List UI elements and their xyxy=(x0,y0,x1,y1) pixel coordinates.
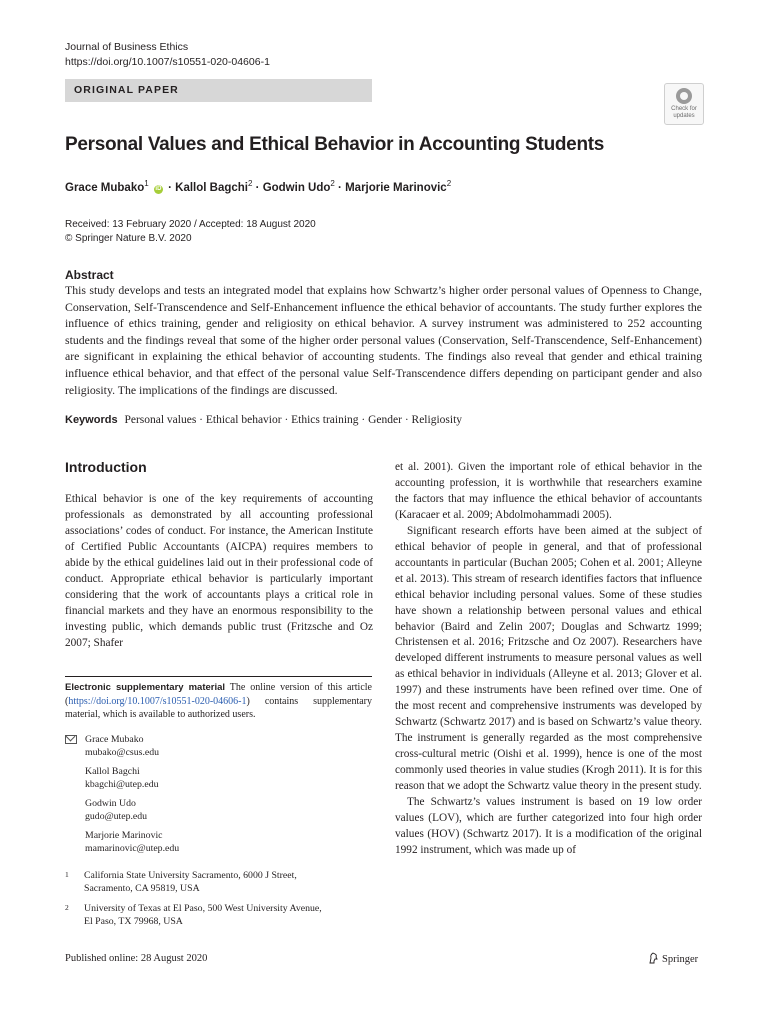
springer-horse-icon xyxy=(648,952,659,964)
author-contacts xyxy=(85,733,179,861)
supplementary-material-note xyxy=(65,681,372,722)
contact-name: Grace Mubako xyxy=(85,734,144,745)
contact-entry xyxy=(85,765,179,791)
keywords-label: Keywords xyxy=(65,414,118,426)
contact-email[interactable]: kbagchi@utep.edu xyxy=(85,779,159,790)
keywords-text: Personal values · Ethical behavior · Ethics training · Gender · Religiosity xyxy=(124,414,463,426)
author-affil: 2 xyxy=(248,179,253,188)
author-name[interactable]: Kallol Bagchi xyxy=(175,181,248,194)
esm-doi-link[interactable]: https://doi.org/10.1007/s10551-020-04606-1 xyxy=(68,695,247,707)
publisher-logo xyxy=(648,952,698,965)
contact-entry xyxy=(85,733,179,759)
envelope-icon xyxy=(65,735,77,744)
journal-name: Journal of Business Ethics xyxy=(65,41,189,53)
esm-text-before: The online version of this article ( xyxy=(65,682,372,707)
author-affil: 2 xyxy=(330,179,335,188)
contact-entry xyxy=(85,797,179,823)
esm-label: Electronic supplementary material xyxy=(65,682,226,693)
introduction-heading: Introduction xyxy=(65,459,147,475)
affiliation-line: Sacramento, CA 95819, USA xyxy=(84,883,200,894)
affiliation-line: University of Texas at El Paso, 500 West University Avenue, xyxy=(84,903,322,914)
check-updates-icon xyxy=(676,88,692,104)
copyright: © Springer Nature B.V. 2020 xyxy=(65,233,192,244)
abstract-text: This study develops and tests an integrated model that explains how Schwartz’s higher order personal values of Openness to Change, Conservation, Self-Transcendence and Self-Enhancement influence the ethical behavior of accountants. The study further explores the influence of ethics training, gender and religiosity on ethical behavior. A survey instrument was administered to 252 accounting students and the findings reveal that some of the higher order personal values (Conservation, Self-Transcendence, Self-Enhancement) are significant in explaining the ethical behavior of accounting students. The findings also reveal that gender and ethical training influence ethical behavior, and that effect of the personal value Self-Transcendence differs depending on participant gender and also religiosity. The implications of the findings are discussed. xyxy=(65,283,702,397)
esm-text-after: ) contains supplementary material, which is available to authorized users. xyxy=(65,695,372,720)
contact-entry xyxy=(85,829,179,855)
right-column xyxy=(395,460,702,859)
affiliation xyxy=(65,902,322,928)
affiliation-number: 1 xyxy=(65,870,69,879)
badge-line1: Check for xyxy=(671,106,697,112)
contact-name: Godwin Udo xyxy=(85,798,136,809)
published-online: Published online: 28 August 2020 xyxy=(65,953,208,964)
received-accepted: Received: 13 February 2020 / Accepted: 18 August 2020 xyxy=(65,219,316,230)
check-for-updates-badge[interactable] xyxy=(664,83,704,125)
contact-email[interactable]: mamarinovic@utep.edu xyxy=(85,843,180,854)
affiliation-line: California State University Sacramento, 6000 J Street, xyxy=(84,870,297,881)
affiliation xyxy=(65,869,297,895)
journal-doi[interactable]: https://doi.org/10.1007/s10551-020-04606-1 xyxy=(65,56,270,68)
author-affil: 1 xyxy=(144,179,149,188)
article-type-bar xyxy=(65,79,372,102)
abstract-heading: Abstract xyxy=(65,268,114,282)
keywords xyxy=(65,414,462,426)
contact-name: Kallol Bagchi xyxy=(85,766,140,777)
journal-header xyxy=(65,40,270,70)
intro-paragraph: Significant research efforts have been aimed at the subject of ethical behavior of people in general, and that of professional accountants in particular (Buchan 2005; Cohen et al. 2001; Alleyne et al. 2013). This stream of research identifies factors that influence ethical behavior including personal values. Some of these studies have shown a relationship between personal values and ethical behavior (Baird and Zelin 2007; Douglas and Schwartz 1999; Christensen et al. 2016; Fritzsche and Oz 2007). Researchers have developed different instruments to measure personal values as well as ethical behavior in individuals (Alleyne et al. 2013; Glover et al. 1997) and these instruments have been refined over time. One of the most recent and comprehensive instruments was developed by Schwartz (Schwartz 2017) and is based on Schwartz’s value theory. The instrument is generally regarded as the most comprehensive cross-cultural metric (Oishi et al. 1999), hence is one of the most commonly used theories in value studies (Krogh 2011). It is for this reason that we adopt the Schwartz value theory in the present study. xyxy=(395,524,702,793)
author-affil: 2 xyxy=(446,179,452,188)
intro-paragraph: The Schwartz’s values instrument is based on 19 low order values (LOV), which are further categorized into four high order values (HOV) (Schwartz 2017). It is a modification of the original 1992 instrument, which was made up of xyxy=(395,796,702,856)
article-dates xyxy=(65,218,316,246)
intro-paragraph: et al. 2001). Given the important role of ethical behavior in the accounting profession, it is worthwhile that researchers examine the factors that may influence the ethical behavior of accountants (Karacaer et al. 2009; Abdolmohammadi 2005). xyxy=(395,461,702,521)
author-name[interactable]: Godwin Udo xyxy=(262,181,331,194)
footnote-divider xyxy=(65,676,372,677)
article-type: ORIGINAL PAPER xyxy=(74,84,179,96)
contact-email[interactable]: mubako@csus.edu xyxy=(85,747,160,758)
affiliation-line: El Paso, TX 79968, USA xyxy=(84,916,183,927)
author-name[interactable]: Grace Mubako xyxy=(65,181,145,194)
publisher-name: Springer xyxy=(662,954,699,965)
left-column xyxy=(65,492,373,652)
orcid-icon[interactable]: iD xyxy=(155,185,162,192)
article-title: Personal Values and Ethical Behavior in Accounting Students xyxy=(65,134,605,155)
intro-paragraph: Ethical behavior is one of the key requirements of accounting professionals as demonstrated by all accounting professional associations’ codes of conduct. For instance, the American Institute of Certified Public Accountants (AICPA) requires members to abide by the ethical guidelines laid out in their professional code of conduct. Appropriate ethical behavior is particularly important considering that the work of accountants plays a critical role in financial markets and they have an enormous responsibility to the investing public, which demands public trust (Fritzsche and Oz 2007; Shafer xyxy=(65,493,373,649)
badge-line2: updates xyxy=(673,113,695,119)
contact-name: Marjorie Marinovic xyxy=(85,830,163,841)
affiliation-number: 2 xyxy=(65,903,69,912)
contact-email[interactable]: gudo@utep.edu xyxy=(85,811,148,822)
author-name[interactable]: Marjorie Marinovic xyxy=(345,181,447,194)
author-list: Grace Mubako$^1$ iD · Kallol Bagchi$^2$ · Godwin Udo$^2$ · Marjorie Marinovic$^2$ xyxy=(65,179,452,194)
